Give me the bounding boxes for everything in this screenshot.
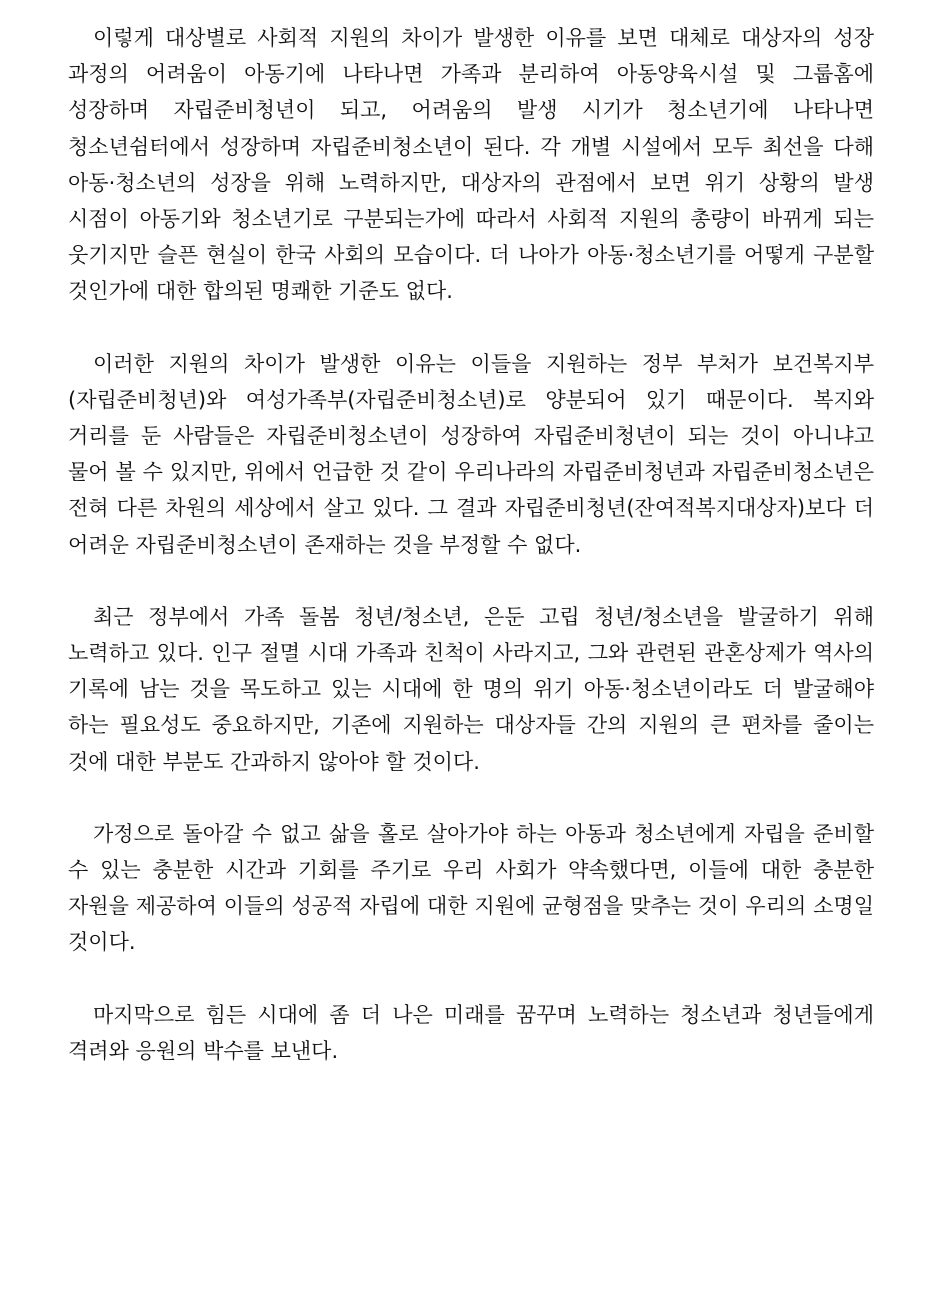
paragraph-support-gap-by-age: 이렇게 대상별로 사회적 지원의 차이가 발생한 이유를 보면 대체로 대상자의 성장 과정의 어려움이 아동기에 나타나면 가족과 분리하여 아동양육시설 및 그룹홈에 성장하며 자립준비청년이 되고, 어려움의 발생 시기가 청소년기에 나타나면 청소년쉼터에서 성장하며 자립준비청소년이 된다. 각 개별 시설에서 모두 최선을 다해 아동·청소년의 성장을 위해 노력하지만, 대상자의 관점에서 보면 위기 상황의 발생 시점이 아동기와 청소년기로 구분되는가에 따라서 사회적 지원의 총량이 바뀌게 되는 웃기지만 슬픈 현실이 한국 사회의 모습이다. 더 나아가 아동·청소년기를 어떻게 구분할 것인가에 대한 합의된 명쾌한 기준도 없다. — [68, 26, 874, 304]
paragraph-closing-encouragement: 마지막으로 힘든 시대에 좀 더 나은 미래를 꿈꾸며 노력하는 청소년과 청년들에게 격려와 응원의 박수를 보낸다. — [68, 1002, 874, 1063]
paragraph-government-outreach: 최근 정부에서 가족 돌봄 청년/청소년, 은둔 고립 청년/청소년을 발굴하기 위해 노력하고 있다. 인구 절멸 시대 가족과 친척이 사라지고, 그와 관련된 관혼상제가 역사의 기록에 남는 것을 목도하고 있는 시대에 한 명의 위기 아동·청소년이라도 더 발굴해야 하는 필요성도 중요하지만, 기존에 지원하는 대상자들 간의 지원의 큰 편차를 줄이는 것에 대한 부분도 간과하지 않아야 할 것이다. — [68, 604, 874, 774]
paragraph-social-promise: 가정으로 돌아갈 수 없고 삶을 홀로 살아가야 하는 아동과 청소년에게 자립을 준비할 수 있는 충분한 시간과 기회를 주기로 우리 사회가 약속했다면, 이들에 대한 충분한 자원을 제공하여 이들의 성공적 자립에 대한 지원에 균형점을 맞추는 것이 우리의 소명일 것이다. — [68, 821, 874, 955]
document-page — [68, 20, 874, 1069]
paragraph-ministry-split: 이러한 지원의 차이가 발생한 이유는 이들을 지원하는 정부 부처가 보건복지부(자립준비청년)와 여성가족부(자립준비청소년)로 양분되어 있기 때문이다. 복지와 거리를 둔 사람들은 자립준비청소년이 성장하여 자립준비청년이 되는 것이 아니냐고 물어 볼 수 있지만, 위에서 언급한 것 같이 우리나라의 자립준비청년과 자립준비청소년은 전혀 다른 차원의 세상에서 살고 있다. 그 결과 자립준비청년(잔여적복지대상자)보다 더 어려운 자립준비청소년이 존재하는 것을 부정할 수 없다. — [68, 351, 874, 557]
